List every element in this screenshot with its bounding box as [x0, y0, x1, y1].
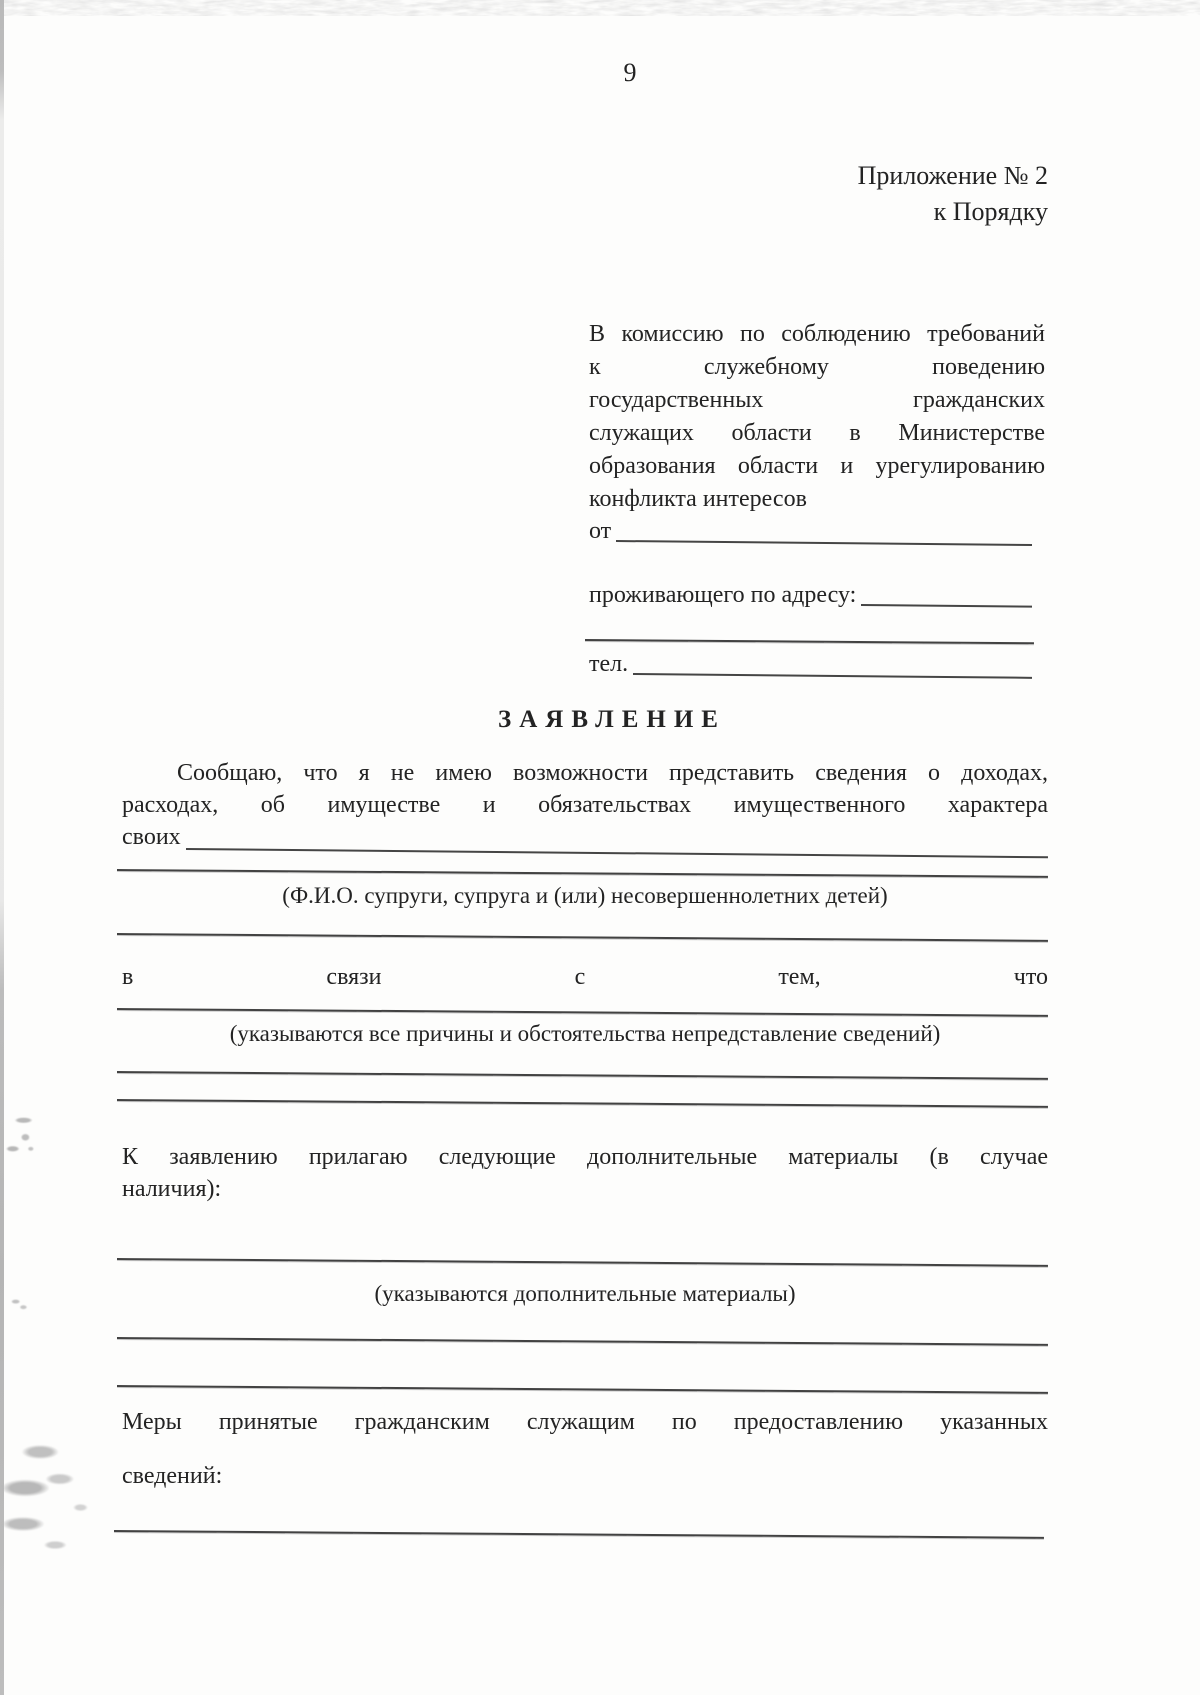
ruled-line: [117, 1071, 1048, 1080]
ruled-line: [117, 933, 1048, 942]
ruled-line: [117, 1008, 1048, 1017]
application-title: ЗАЯВЛЕНИЕ: [498, 706, 726, 733]
residence-label: проживающего по адресу:: [589, 582, 857, 608]
blank-field-line: [585, 639, 1034, 644]
scan-smudge-left-2: [8, 1296, 30, 1312]
addressee-line: образования области и урегулированию: [589, 453, 1045, 479]
measures-line: сведений:: [122, 1463, 223, 1489]
phone-field-row: [589, 651, 1032, 678]
attachments-paragraph: [122, 1141, 1048, 1205]
addressee-line: В комиссию по соблюдению требований: [589, 321, 1045, 347]
appendix-line-2: к Порядку: [933, 197, 1048, 226]
statement-line: расходах, об имуществе и обязательствах имущественного характера: [122, 792, 1048, 818]
statement-line: Сообщаю, что я не имею возможности представить сведения о доходах,: [177, 760, 1048, 786]
appendix-heading: [858, 158, 1048, 230]
reason-lead-line: в связи с тем, что: [122, 964, 1048, 990]
attachments-line: наличия):: [122, 1176, 222, 1202]
scan-noise-top-band: [0, 0, 1200, 20]
addressee-line: конфликта интересов: [589, 486, 807, 512]
residence-field-row: [589, 582, 1032, 609]
blank-field-line: [186, 848, 1048, 858]
attachments-caption: (указываются дополнительные материалы): [374, 1281, 796, 1306]
page-number: 9: [623, 58, 637, 87]
fio-caption: (Ф.И.О. супруги, супруга и (или) несовершеннолетних детей): [282, 883, 888, 908]
phone-label: тел.: [589, 651, 629, 677]
addressee-line: служащих области в Министерстве: [589, 420, 1045, 446]
ruled-line: [117, 869, 1048, 878]
from-label: от: [589, 518, 612, 544]
scan-smudge-left-1: [2, 1112, 38, 1158]
ruled-line: [117, 1258, 1048, 1267]
addressee-line: государственных гражданских: [589, 387, 1045, 413]
attachments-line: К заявлению прилагаю следующие дополнительные материалы (в случае: [122, 1144, 1048, 1170]
from-field-row: [589, 518, 1032, 545]
statement-own-label: своих: [122, 824, 181, 850]
blank-field-line: [616, 540, 1032, 546]
addressee-block: [589, 318, 1045, 516]
scan-smudge-left-3: [0, 1425, 115, 1575]
measures-line: Меры принятые гражданским служащим по предоставлению указанных: [122, 1409, 1048, 1435]
reason-caption: (указываются все причины и обстоятельства непредставление сведений): [229, 1021, 941, 1046]
blank-field-line: [633, 673, 1032, 679]
appendix-line-1: Приложение № 2: [857, 161, 1048, 190]
statement-line: [122, 821, 1048, 853]
ruled-line: [117, 1337, 1048, 1346]
ruled-line: [117, 1099, 1048, 1108]
ruled-line: [117, 1385, 1048, 1394]
ruled-line: [114, 1530, 1044, 1539]
addressee-line: к служебному поведению: [589, 354, 1045, 380]
blank-field-line: [861, 604, 1032, 608]
statement-paragraph: [122, 757, 1048, 853]
